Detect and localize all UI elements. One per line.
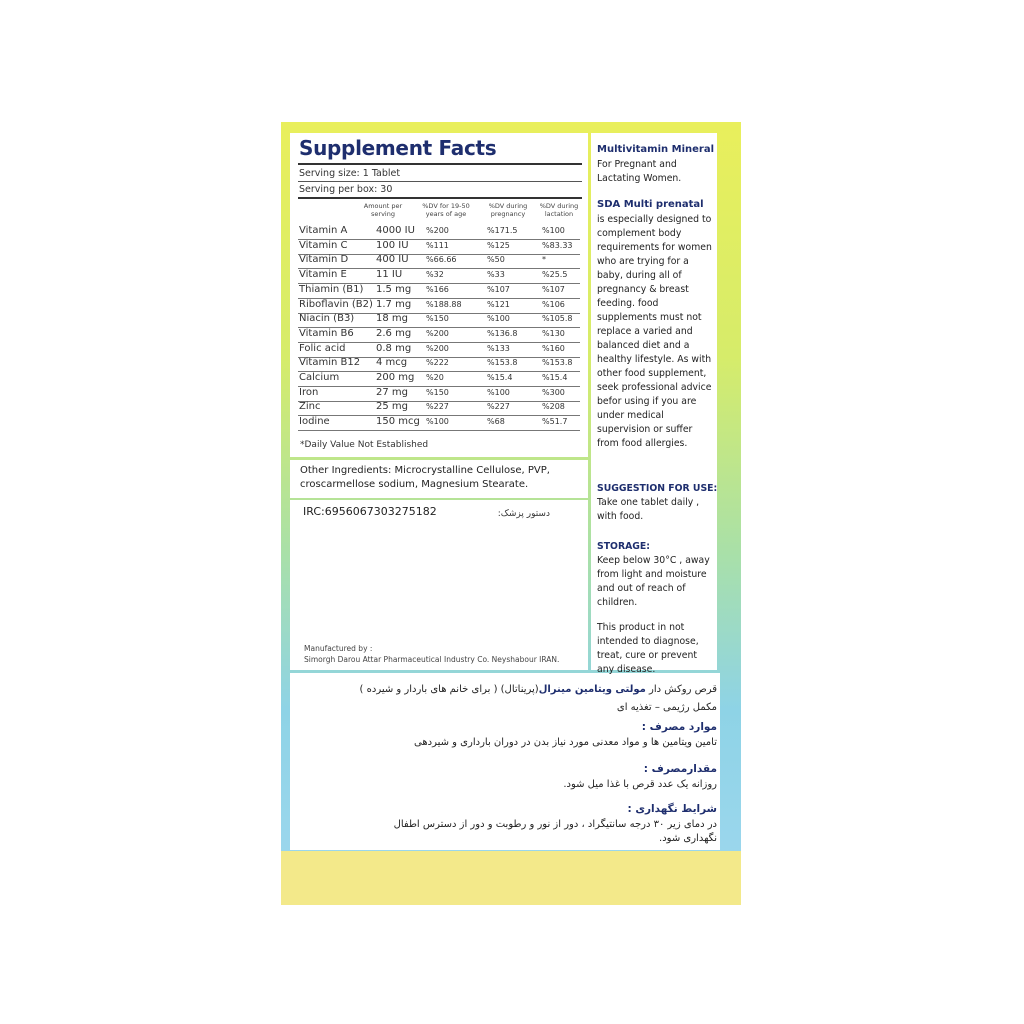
table-row [298, 400, 580, 416]
table-cell-dv2: %171.5 [487, 226, 518, 235]
serving-rule [298, 181, 582, 182]
table-cell-dv1: %188.88 [426, 299, 462, 309]
table-cell-amount: 100 IU [376, 239, 409, 251]
table-cell-amount: 25 mg [376, 401, 408, 413]
table-cell-name: Iodine [299, 416, 330, 428]
side-body: is especially designed to complement body requirements for women who are trying for a baby, during all of pregnancy & breast feeding. food supplements must not replace a varied and balanced diet and a healthy lifestyle. As with other food supplement, seek professional advice befor using if you are under medical supervision or suffer from food allergies. [597, 214, 712, 449]
table-cell-amount: 0.8 mg [376, 342, 412, 354]
table-cell-dv1: %32 [426, 270, 444, 280]
side-storage-title: STORAGE: [597, 541, 650, 552]
table-cell-dv1: %66.66 [426, 255, 457, 265]
table-cell-dv1: %200 [426, 226, 449, 235]
table-cell-dv3: %106 [542, 299, 565, 309]
table-cell-dv1: %20 [426, 373, 444, 382]
other-ingredients: Other Ingredients: Microcrystalline Cellulose, PVP, croscarmellose sodium, Magnesium Stearate. [300, 465, 550, 490]
table-cell-dv1: %200 [426, 328, 449, 338]
table-cell-dv2: %33 [487, 270, 505, 280]
table-cell-name: Vitamin C [299, 239, 348, 251]
table-cell-dv3: %15.4 [542, 373, 568, 382]
table-cell-name: Iron [299, 386, 319, 398]
side-title-2: SDA Multi prenatal [597, 199, 704, 210]
persian-uses-title: موارد مصرف : [641, 721, 717, 733]
persian-uses-body: تامین ویتامین ها و مواد معدنی مورد نیاز بدن در دوران بارداری و شیردهی [414, 737, 717, 748]
table-row [298, 327, 580, 343]
title-rule [298, 163, 582, 165]
table-cell-dv1: %111 [426, 240, 449, 250]
table-cell-dv3: %130 [542, 328, 565, 338]
table-cell-amount: 1.7 mg [376, 298, 412, 310]
serving-box-rule [298, 197, 582, 199]
package-bottom-strip [281, 851, 741, 905]
table-cell-name: Thiamin (B1) [299, 283, 364, 295]
table-cell-dv2: %133 [487, 343, 510, 353]
persian-storage-title: شرایط نگهداری : [627, 803, 717, 815]
table-cell-dv1: %150 [426, 387, 449, 397]
facts-footnote: *Daily Value Not Established [300, 440, 429, 450]
table-row [298, 415, 580, 431]
table-cell-dv3: %83.33 [542, 240, 573, 250]
persian-storage-body-2: نگهداری شود. [659, 833, 717, 844]
table-cell-dv3: %25.5 [542, 270, 568, 280]
table-row [298, 268, 580, 284]
side-use-title: SUGGESTION FOR USE: [597, 483, 718, 494]
table-row [298, 253, 580, 269]
table-cell-dv2: %68 [487, 417, 505, 427]
table-cell-name: Vitamin B12 [299, 357, 361, 369]
table-cell-name: Vitamin B6 [299, 327, 354, 339]
table-cell-name: Vitamin D [299, 254, 349, 266]
table-cell-name: Calcium [299, 372, 340, 383]
table-row [298, 283, 580, 299]
table-row [298, 342, 580, 358]
table-cell-dv3: %160 [542, 343, 565, 353]
table-cell-amount: 400 IU [376, 254, 409, 266]
table-cell-dv2: %15.4 [487, 373, 513, 382]
serving-per-box: Serving per box: 30 [299, 184, 393, 195]
persian-dose-title: مقدارمصرف : [643, 763, 717, 775]
table-row [298, 312, 580, 328]
table-cell-dv2: %227 [487, 402, 510, 412]
persian-dose-body: روزانه یک عدد قرص با غذا میل شود. [563, 779, 717, 790]
table-cell-dv2: %153.8 [487, 358, 518, 368]
table-cell-dv3: %51.7 [542, 417, 568, 427]
table-row [298, 224, 580, 240]
table-cell-dv2: %100 [487, 314, 510, 324]
irc-code: IRC:6956067303275182 [303, 505, 437, 518]
table-cell-amount: 150 mcg [376, 416, 420, 428]
table-cell-dv3: %153.8 [542, 358, 573, 368]
prescription-label: دستور پزشک: [497, 509, 550, 519]
supplement-facts-title: Supplement Facts [299, 136, 497, 160]
table-cell-dv3: %107 [542, 284, 565, 294]
table-cell-dv3: %208 [542, 402, 565, 412]
table-row [298, 386, 580, 402]
table-cell-dv3: %105.8 [542, 314, 573, 324]
persian-line-1 [360, 684, 717, 695]
persian-storage-body-1: در دمای زیر ۳۰ درجه سانتیگراد ، دور از نور و رطوبت و دور از دسترس اطفال [393, 819, 717, 830]
table-row [298, 239, 580, 255]
side-subtitle-1: For Pregnant and Lactating Women. [597, 159, 682, 184]
manufacturer [304, 643, 559, 665]
table-cell-dv1: %227 [426, 402, 449, 412]
table-cell-name: Niacin (B3) [299, 313, 355, 325]
table-cell-dv2: %107 [487, 284, 510, 294]
table-cell-dv2: %136.8 [487, 328, 518, 338]
manufacturer-name: Simorgh Darou Attar Pharmaceutical Industry Co. Neyshabour IRAN. [304, 655, 560, 664]
table-row [298, 298, 580, 314]
side-use-body: Take one tablet daily , with food. [597, 497, 700, 522]
side-storage-body: Keep below 30°C , away from light and moisture and out of reach of children. [597, 555, 710, 608]
table-row [298, 356, 580, 372]
table-cell-amount: 1.5 mg [376, 283, 412, 295]
table-cell-name: Vitamin A [299, 225, 348, 236]
side-disclaimer: This product in not intended to diagnose, treat, cure or prevent any disease. [597, 622, 699, 675]
col-dv2-header: %DV during pregnancy [488, 202, 528, 218]
table-cell-dv3: %300 [542, 387, 565, 397]
persian-product-name: مولتی ویتامین مینرال [538, 684, 646, 695]
table-cell-dv2: %100 [487, 387, 510, 397]
table-cell-amount: 200 mg [376, 372, 415, 383]
table-cell-name: Folic acid [299, 342, 346, 354]
persian-line-1-post: (پریناتال) ( برای خانم های باردار و شیرده ) [359, 684, 539, 695]
table-cell-amount: 4 mcg [376, 357, 408, 369]
col-dv1-header: %DV for 19-50 years of age [422, 202, 470, 218]
table-cell-dv3: %100 [542, 226, 565, 235]
side-title-1: Multivitamin Mineral [597, 144, 715, 155]
table-cell-dv1: %200 [426, 343, 449, 353]
table-cell-dv3: * [542, 255, 546, 265]
col-dv3-header: %DV during lactation [539, 202, 579, 218]
persian-line-2: مکمل رژیمی – تغذیه ای [616, 702, 717, 713]
persian-line-1-pre: قرص روکش دار [645, 684, 717, 695]
table-cell-dv1: %166 [426, 284, 449, 294]
table-cell-amount: 11 IU [376, 269, 403, 281]
table-row [298, 371, 580, 387]
table-cell-dv2: %125 [487, 240, 510, 250]
table-cell-amount: 27 mg [376, 386, 408, 398]
table-cell-amount: 4000 IU [376, 225, 415, 236]
table-cell-amount: 18 mg [376, 313, 408, 325]
table-cell-dv2: %121 [487, 299, 510, 309]
table-cell-name: Riboflavin (B2) [299, 298, 373, 310]
table-cell-dv2: %50 [487, 255, 505, 265]
col-amount-header: Amount per serving [363, 202, 403, 218]
table-cell-dv1: %100 [426, 417, 449, 427]
table-cell-name: Zinc [299, 401, 321, 413]
table-cell-name: Vitamin E [299, 269, 347, 281]
serving-size: Serving size: 1 Tablet [299, 168, 401, 179]
table-cell-dv1: %222 [426, 358, 449, 368]
table-cell-dv1: %150 [426, 314, 449, 324]
table-cell-amount: 2.6 mg [376, 327, 412, 339]
manufacturer-label: Manufactured by : [304, 644, 373, 653]
